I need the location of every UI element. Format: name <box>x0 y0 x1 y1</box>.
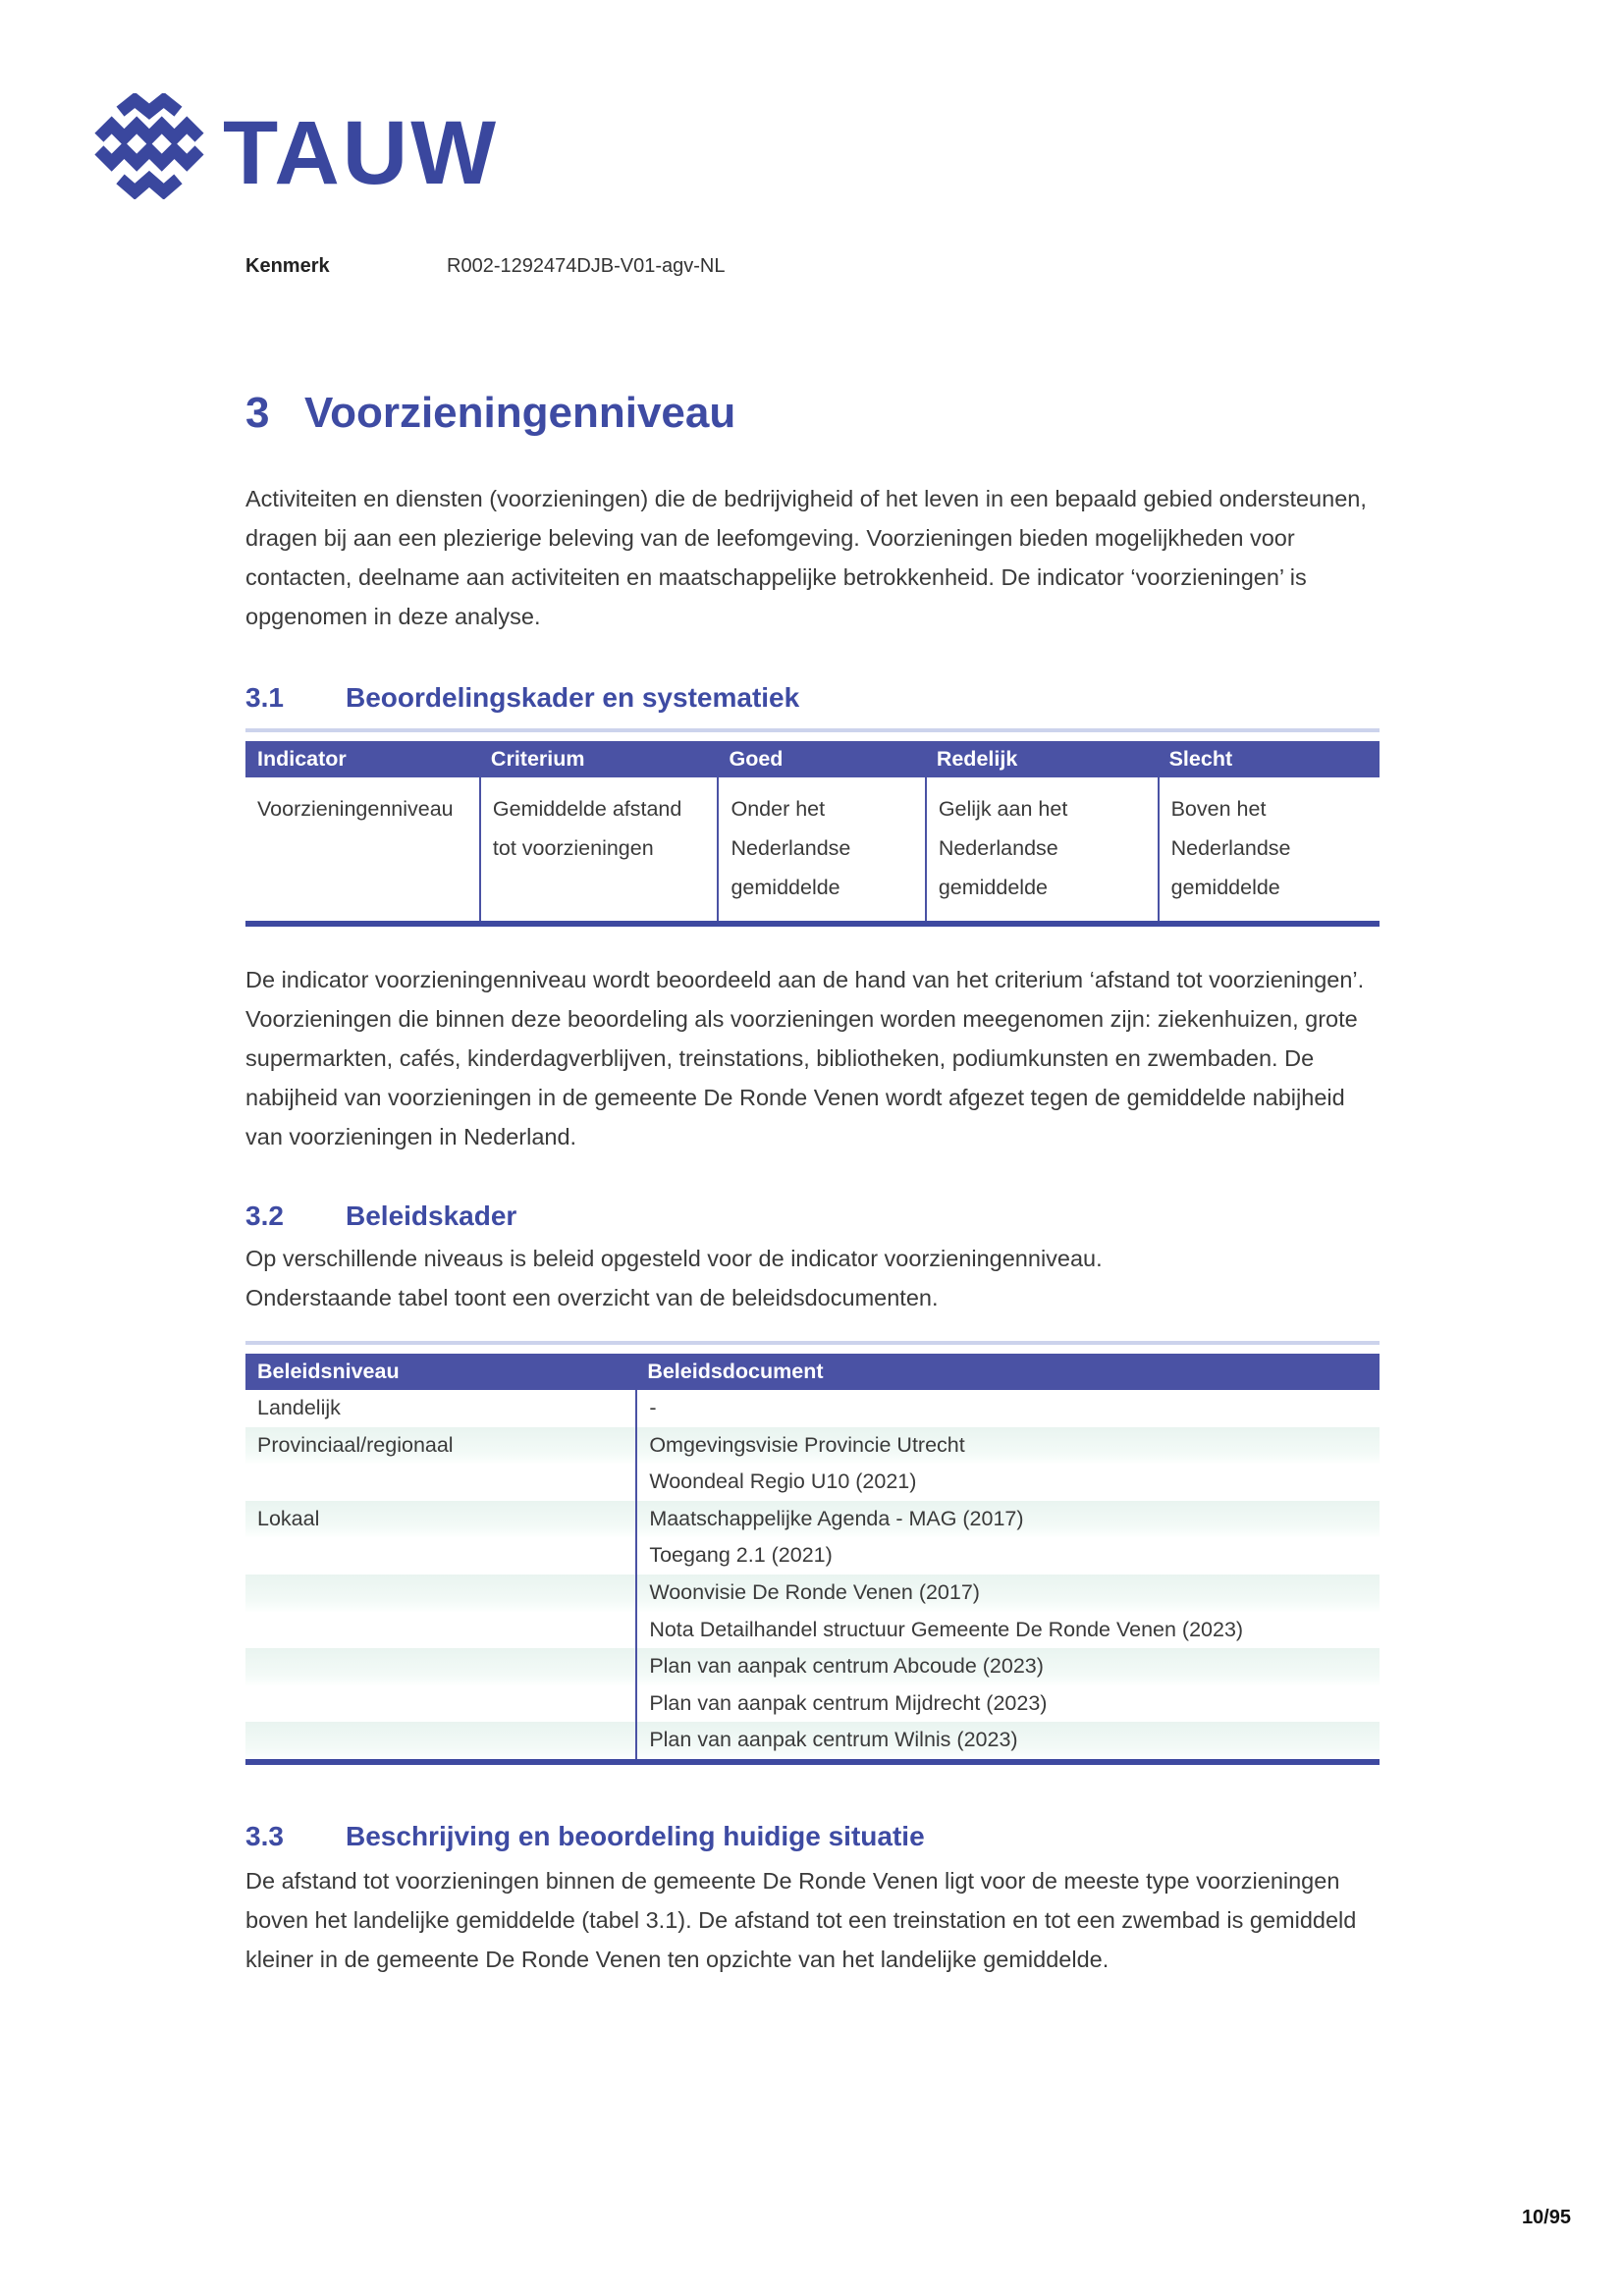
policy-row <box>245 1685 1380 1723</box>
policy-row <box>245 1575 1380 1612</box>
kenmerk-label: Kenmerk <box>245 255 330 277</box>
policy-row <box>245 1427 1380 1465</box>
chapter-intro-paragraph: Activiteiten en diensten (voorzieningen) die de bedrijvigheid of het leven in een bepaald gebied ondersteunen, dragen bij aan een plezierige beleving van de leefomgeving. Voorzieningen bieden mogelijkheden voor contacten, deelname aan activiteiten en maatschappelijke betrokkenheid. De indicator ‘voorzieningen’ is opgenomen in deze analyse. <box>245 486 1367 629</box>
header-cell-beleidsniveau: Beleidsniveau <box>257 1360 400 1383</box>
section-3-3-paragraph: De afstand tot voorzieningen binnen de gemeente De Ronde Venen ligt voor de meeste type voorzieningen boven het landelijke gemiddelde (tabel 3.1). De afstand tot een treinstation en tot een zwembad is gemiddeld kleiner in de gemeente De Ronde Venen ten opzichte van het landelijke gemiddelde. <box>245 1868 1357 1972</box>
policy-row <box>245 1648 1380 1685</box>
assessment-table-row <box>245 777 1380 921</box>
header-cell-beleidsdocument: Beleidsdocument <box>647 1360 824 1383</box>
header-cell-goed: Goed <box>729 747 784 771</box>
table-bottom-border <box>245 921 1380 927</box>
cell-redelijk: Gelijk aan het Nederlandse gemiddelde <box>925 777 1158 921</box>
section-3-2-paragraph <box>245 1239 1384 1317</box>
cell-niveau: Provinciaal/regionaal <box>257 1432 454 1457</box>
assessment-table-header <box>245 741 1380 777</box>
policy-table <box>245 1341 1380 1765</box>
cell-document: Plan van aanpak centrum Wilnis (2023) <box>635 1722 1380 1759</box>
section-3-2-title: Beleidskader <box>346 1201 517 1231</box>
policy-row <box>245 1390 1380 1427</box>
cell-indicator: Voorzieningenniveau <box>257 797 454 821</box>
chapter-title: Voorzieningenniveau <box>304 389 736 437</box>
policy-row <box>245 1722 1380 1759</box>
cell-niveau <box>245 1648 635 1685</box>
header-cell-criterium: Criterium <box>490 747 585 771</box>
section-3-2-heading <box>245 1201 516 1232</box>
cell-document: Nota Detailhandel structuur Gemeente De Ronde Venen (2023) <box>635 1612 1380 1649</box>
assessment-table <box>245 728 1380 927</box>
policy-row <box>245 1612 1380 1649</box>
cell-niveau <box>245 1722 635 1759</box>
policy-row <box>245 1501 1380 1538</box>
cell-slecht: Boven het Nederlandse gemiddelde <box>1158 777 1380 921</box>
section-3-3-number: 3.3 <box>245 1821 284 1851</box>
cell-goed: Onder het Nederlandse gemiddelde <box>717 777 924 921</box>
kenmerk-value: R002-1292474DJB-V01-agv-NL <box>447 255 726 277</box>
cell-niveau <box>245 1537 635 1575</box>
policy-row <box>245 1464 1380 1501</box>
section-3-2-line-1: Op verschillende niveaus is beleid opgesteld voor de indicator voorzieningenniveau. <box>245 1246 1103 1271</box>
section-3-3-title: Beschrijving en beoordeling huidige situatie <box>346 1821 925 1851</box>
chapter-heading <box>245 391 735 436</box>
tauw-wave-icon <box>91 93 207 199</box>
cell-niveau: Lokaal <box>257 1506 320 1530</box>
tauw-logo <box>91 93 500 203</box>
table-top-rule <box>245 1341 1380 1345</box>
section-3-1-paragraph: De indicator voorzieningenniveau wordt beoordeeld aan de hand van het criterium ‘afstand tot voorzieningen’. Voorzieningen die binnen deze beoordeling als voorzieningen worden meegenomen zijn: ziekenhuizen, grote supermarkten, cafés, kinderdagverblijven, treinstations, bibliotheken, podiumkunsten en zwembaden. De nabijheid van voorzieningen in de gemeente De Ronde Venen wordt afgezet tegen de gemiddelde nabijheid van voorzieningen in Nederland. <box>245 967 1365 1149</box>
section-3-1-title: Beoordelingskader en systematiek <box>346 682 800 713</box>
cell-document: Woonvisie De Ronde Venen (2017) <box>635 1575 1380 1612</box>
cell-document: - <box>635 1390 1380 1427</box>
kenmerk-row <box>245 255 726 278</box>
cell-niveau <box>245 1612 635 1649</box>
section-3-2-line-2: Onderstaande tabel toont een overzicht van de beleidsdocumenten. <box>245 1285 939 1310</box>
cell-criterium: Gemiddelde afstand tot voorzieningen <box>479 777 718 921</box>
cell-niveau <box>245 1685 635 1723</box>
cell-document: Toegang 2.1 (2021) <box>635 1537 1380 1575</box>
cell-niveau: Landelijk <box>257 1396 341 1419</box>
policy-row <box>245 1537 1380 1575</box>
section-3-1-number: 3.1 <box>245 682 284 713</box>
cell-document: Maatschappelijke Agenda - MAG (2017) <box>635 1501 1380 1538</box>
cell-niveau <box>245 1575 635 1612</box>
section-3-1-heading <box>245 683 799 714</box>
section-3-3-heading <box>245 1822 925 1852</box>
tauw-wordmark: TAUW <box>223 103 500 203</box>
table-bottom-border <box>245 1759 1380 1765</box>
header-cell-redelijk: Redelijk <box>936 747 1018 771</box>
table-top-rule <box>245 728 1380 732</box>
cell-document: Woondeal Regio U10 (2021) <box>635 1464 1380 1501</box>
cell-document: Plan van aanpak centrum Abcoude (2023) <box>635 1648 1380 1685</box>
cell-document: Plan van aanpak centrum Mijdrecht (2023) <box>635 1685 1380 1723</box>
page-number: 10/95 <box>1521 2207 1571 2228</box>
chapter-number: 3 <box>245 389 270 437</box>
cell-document: Omgevingsvisie Provincie Utrecht <box>635 1427 1380 1465</box>
cell-niveau <box>245 1464 635 1501</box>
header-cell-slecht: Slecht <box>1168 747 1233 771</box>
policy-table-header <box>245 1354 1380 1390</box>
header-cell-indicator: Indicator <box>257 747 347 771</box>
section-3-2-number: 3.2 <box>245 1201 284 1231</box>
